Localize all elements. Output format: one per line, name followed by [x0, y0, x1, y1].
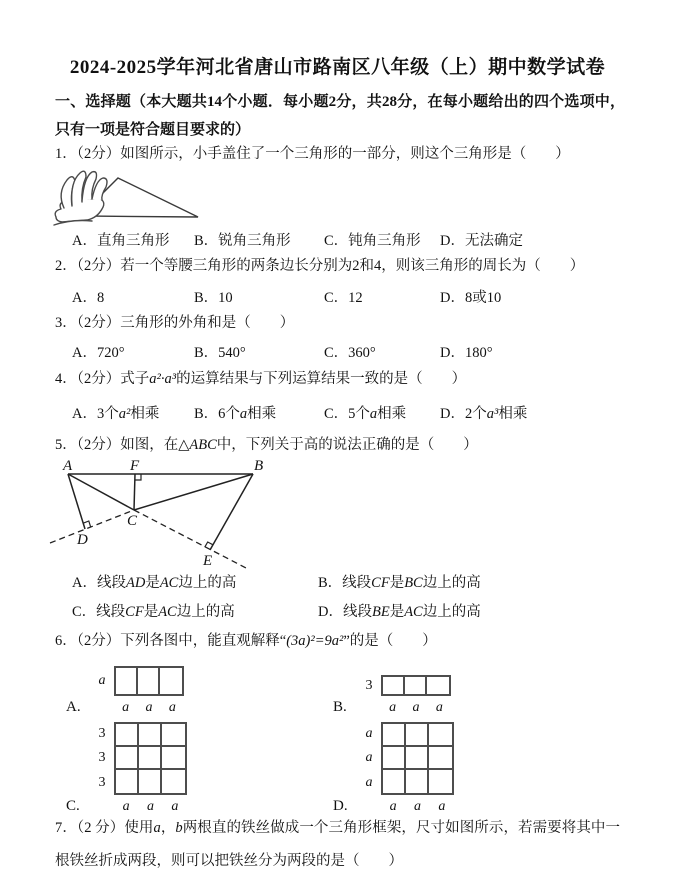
figure-option-d	[333, 722, 454, 815]
option-3b: B．540°	[194, 345, 246, 361]
figure-option-b	[333, 675, 451, 716]
figure-key-a: A.	[66, 699, 81, 715]
option-5d: D．线段BE是AC边上的高	[318, 604, 481, 620]
right-angle-marks	[83, 474, 213, 547]
triangle-heights-figure	[45, 457, 350, 572]
figure-key-c: C.	[66, 798, 80, 814]
question-1-options	[55, 229, 623, 250]
question-6-figures-row-1	[66, 666, 536, 716]
figure-c-bottom-labels: a a a	[122, 799, 179, 814]
question-6-stem: 6．（2分）下列各图中，能直观解释“(3a)²=9a²”的是（ ）	[55, 633, 437, 649]
figure-c-left-labels: 3 3 3	[98, 726, 106, 790]
option-3c: C．360°	[324, 345, 376, 361]
figure-c-grid	[114, 722, 187, 795]
option-5c: C．线段CF是AC边上的高	[72, 604, 235, 620]
figure-option-a	[66, 666, 184, 716]
hand-icon	[54, 171, 107, 225]
option-5a: A．线段AD是AC边上的高	[72, 575, 237, 591]
question-5-stem: 5．（2分）如图，在△ABC中，下列关于高的说法正确的是（ ）	[55, 437, 478, 453]
option-1c: C．钝角三角形	[324, 233, 421, 249]
figure-d-bottom-labels: a a a	[389, 799, 446, 814]
triangle-solid-lines	[68, 474, 253, 550]
option-4a: A．3个a²相乘	[72, 406, 160, 422]
option-1b: B．锐角三角形	[194, 233, 291, 249]
option-1d: D．无法确定	[440, 233, 523, 249]
question-2-stem: 2．（2分）若一个等腰三角形的两条边长分别为2和4，则该三角形的周长为（ ）	[55, 258, 585, 274]
foot-label-f: F	[130, 458, 140, 474]
vertex-label-a: A	[63, 458, 73, 474]
question-4-stem: 4．（2分）式子a²·a³的运算结果与下列运算结果一致的是（ ）	[55, 371, 467, 387]
question-5-options-row-1	[55, 571, 623, 592]
option-5b: B．线段CF是BC边上的高	[318, 575, 481, 591]
figure-b-grid	[381, 675, 451, 696]
question-4-options	[55, 402, 623, 423]
figure-a-grid	[114, 666, 184, 696]
option-2c: C．12	[324, 290, 363, 306]
foot-label-e: E	[203, 553, 213, 569]
question-3-options	[55, 341, 623, 362]
question-7-stem: 7．（2 分）使用a，b两根直的铁丝做成一个三角形框架，尺寸如图所示，若需要将其中一根铁丝折成两段，则可以把铁丝分为两段的是（ ）	[55, 820, 620, 869]
option-4d: D．2个a³相乘	[440, 406, 528, 422]
figure-d-grid	[381, 722, 454, 795]
option-3a: A．720°	[72, 345, 125, 361]
question-5-options-row-2	[55, 600, 623, 621]
figure-option-c	[66, 722, 187, 815]
vertex-label-c: C	[127, 513, 138, 529]
figure-key-d: D.	[333, 798, 348, 814]
question-1-figure	[52, 167, 212, 229]
figure-d-left-labels: a a a	[365, 726, 373, 790]
figure-a-bottom-labels: a a a	[122, 700, 176, 715]
option-1a: A．直角三角形	[72, 233, 170, 249]
figure-b-left-labels: 3	[365, 677, 373, 693]
option-2a: A．8	[72, 290, 105, 306]
hand-covering-triangle-figure	[52, 167, 212, 229]
option-4c: C．5个a相乘	[324, 406, 407, 422]
option-3d: D．180°	[440, 345, 493, 361]
question-6-figures-row-2	[66, 722, 536, 815]
vertex-label-b: B	[254, 458, 264, 474]
option-2d: D．8或10	[440, 290, 502, 306]
question-3-stem: 3．（2分）三角形的外角和是（ ）	[55, 315, 295, 331]
option-2b: B．10	[194, 290, 233, 306]
question-1-stem: 1．（2分）如图所示，小手盖住了一个三角形的一部分，则这个三角形是（ ）	[55, 146, 570, 162]
figure-a-left-labels: a	[98, 673, 106, 688]
figure-b-bottom-labels: a a a	[389, 700, 443, 715]
question-2-options	[55, 286, 623, 307]
question-5-figure	[45, 457, 350, 572]
foot-label-d: D	[77, 532, 88, 548]
page-title: 2024-2025学年河北省唐山市路南区八年级（上）期中数学试卷	[69, 57, 606, 78]
section-heading: 一、选择题（本大题共14个小题．每小题2分，共28分，在每小题给出的四个选项中，只有一项是符合题目要求的）	[55, 94, 625, 138]
option-4b: B．6个a相乘	[194, 406, 277, 422]
figure-key-b: B.	[333, 699, 347, 715]
